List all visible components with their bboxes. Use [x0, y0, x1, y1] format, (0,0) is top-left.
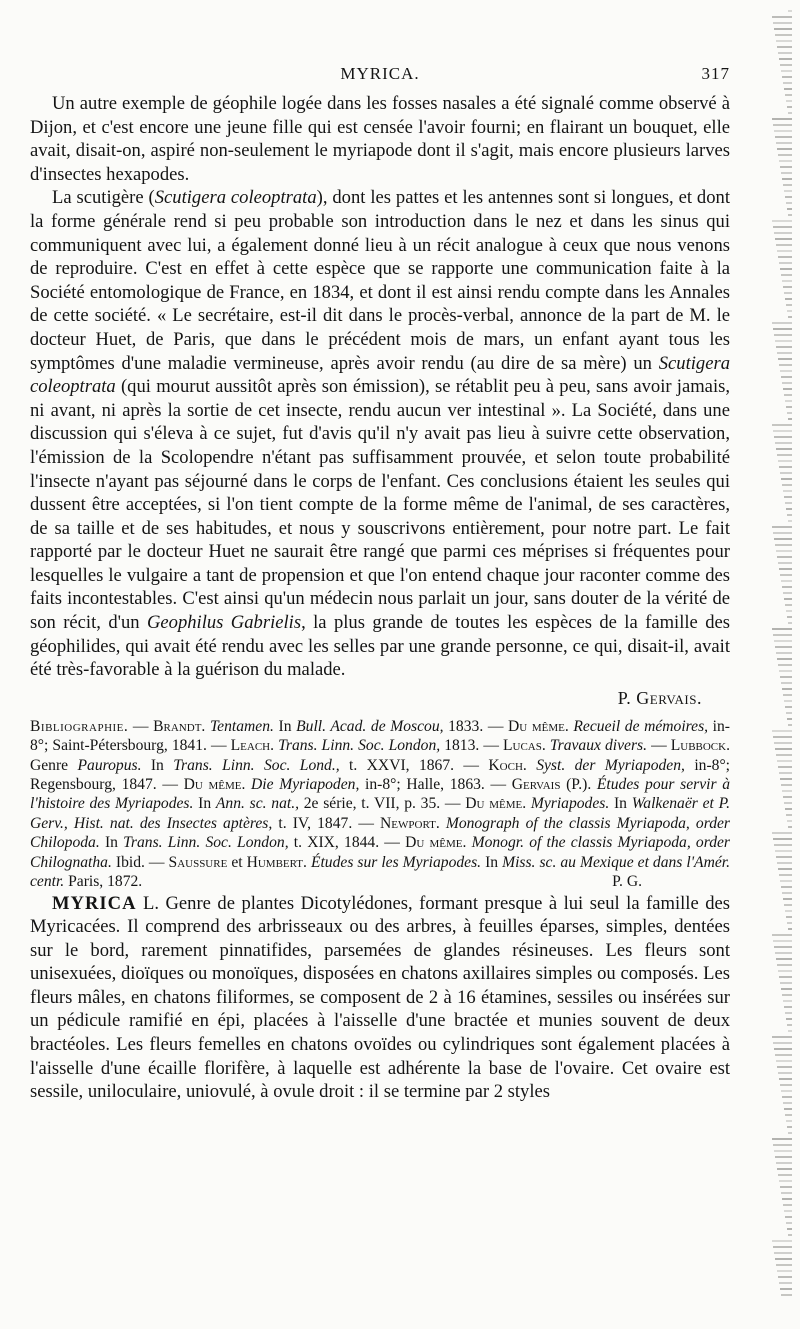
scan-edge-mark — [779, 568, 792, 570]
scan-edge-mark — [780, 166, 792, 168]
scan-edge-mark — [778, 970, 792, 972]
entry-headword-authority: L. — [136, 892, 159, 914]
scan-edge-mark — [776, 958, 792, 960]
citation-text: 2e série, t. VII, p. 35. — — [299, 795, 466, 813]
scan-edge-mark — [783, 286, 792, 288]
scan-edge-mark — [783, 490, 792, 492]
scan-edge-mark — [781, 478, 792, 480]
scan-edge-mark — [777, 556, 792, 558]
scan-edge-mark — [788, 112, 792, 114]
scan-edge-mark — [779, 466, 792, 468]
citation-author: Lubbock. — [670, 737, 730, 755]
scan-edge-mark — [776, 1162, 792, 1164]
scan-edge-mark — [786, 1222, 792, 1224]
scan-edge-mark — [777, 352, 792, 354]
citation-title: Syst. der Myriapoden, — [536, 756, 685, 774]
scan-edge-mark — [779, 1180, 792, 1182]
scan-edge-mark — [778, 664, 792, 666]
citation-text: et — [227, 853, 247, 871]
scan-edge-mark — [774, 334, 792, 336]
citation-title: Walkenaër et P. Gerv., Hist. nat. des Insectes aptères, — [30, 795, 730, 832]
scan-edge-mark — [786, 814, 792, 816]
scan-edge-mark — [785, 94, 792, 96]
author-signature: P. Gervais. — [617, 687, 702, 708]
scan-edge-mark — [776, 142, 792, 144]
citation-title: Recueil de mémoires, — [573, 717, 709, 735]
citation-text: In — [481, 853, 503, 871]
scan-edge-mark — [783, 82, 792, 84]
scan-edge-mark — [787, 208, 792, 210]
scan-edge-mark — [781, 580, 792, 582]
scan-edge-mark — [775, 646, 792, 648]
scan-edge-mark — [772, 628, 792, 630]
scan-edge-mark — [783, 1102, 792, 1104]
running-head-title: MYRICA. — [340, 64, 420, 83]
scan-edge-mark — [787, 514, 792, 516]
scan-edge-mark — [780, 1084, 792, 1086]
scan-edge-mark — [788, 418, 792, 420]
scan-edge-mark — [776, 448, 792, 450]
scan-edge-mark — [788, 724, 792, 726]
scan-edge-mark — [788, 316, 792, 318]
scan-edge-mark — [778, 154, 792, 156]
scan-edge-mark — [779, 262, 792, 264]
citation-text: (P.). — [560, 776, 597, 794]
scan-edge-mark — [781, 682, 792, 684]
scan-edge-mark — [776, 1060, 792, 1062]
scan-edge-mark — [772, 1138, 792, 1140]
scan-edge-mark — [774, 28, 792, 30]
scan-edge-mark — [785, 604, 792, 606]
scan-edge-mark — [778, 1072, 792, 1074]
scan-edge-mark — [774, 1252, 792, 1254]
citation-author: Lucas. — [502, 737, 546, 755]
scan-edge-mark — [773, 1246, 792, 1248]
scan-edge-mark — [774, 1048, 792, 1050]
scan-edge-mark — [785, 502, 792, 504]
citation-text: — — [647, 737, 671, 755]
citation-text: in-8°; Halle, 1863. — — [359, 776, 512, 794]
scan-edge-mark — [778, 1174, 792, 1176]
scan-edge-mark — [784, 1108, 792, 1110]
scan-edge-mark — [783, 898, 792, 900]
scan-edge-mark — [786, 610, 792, 612]
scan-edge-mark — [787, 922, 792, 924]
scan-edge-mark — [785, 196, 792, 198]
scan-edge-mark — [782, 280, 792, 282]
scan-edge-mark — [779, 1078, 792, 1080]
scan-edge-mark — [773, 736, 792, 738]
entry-myrica — [30, 892, 730, 1104]
scan-edge-mark — [783, 1204, 792, 1206]
scan-edge-mark — [773, 124, 792, 126]
scan-edge-mark — [782, 1198, 792, 1200]
scan-edge-mark — [773, 1042, 792, 1044]
scan-edge-mark — [777, 1270, 792, 1272]
scan-edge-mark — [774, 742, 792, 744]
bibliography-entries — [30, 718, 730, 890]
page — [30, 64, 730, 1104]
scan-edge-mark — [778, 1276, 792, 1278]
scan-edge-mark — [780, 268, 792, 270]
scan-edge-mark — [778, 868, 792, 870]
citation-title: Miss. sc. au Mexique et dans l'Amér. centr. — [30, 853, 730, 891]
scan-edge-mark — [787, 1024, 792, 1026]
scan-edge-mark — [772, 934, 792, 936]
scan-edge-mark — [777, 1066, 792, 1068]
scan-edge-mark — [776, 856, 792, 858]
scan-edge-mark — [782, 892, 792, 894]
scan-edge-mark — [781, 1192, 792, 1194]
scan-edge-mark — [786, 406, 792, 408]
citation-text: In — [193, 795, 216, 813]
citation-title: Ann. sc. nat., — [215, 795, 299, 813]
citation-title: Bull. Acad. de Moscou, — [296, 717, 444, 735]
scan-edge-mark — [777, 862, 792, 864]
scan-edge-mark — [772, 118, 792, 120]
citation-text: t. IV, 1847. — — [272, 814, 381, 832]
scan-edge-mark — [785, 1012, 792, 1014]
scan-edge-mark — [775, 340, 792, 342]
scan-edge-mark — [775, 442, 792, 444]
scan-edge-mark — [775, 1258, 792, 1260]
entry-headword: MYRICA — [52, 892, 137, 914]
citation-text: In — [141, 756, 174, 774]
citation-text: 1833. — — [443, 717, 509, 735]
scan-edge-mark — [781, 1090, 792, 1092]
citation-author: Humbert. — [246, 853, 307, 871]
scan-edge-mark — [784, 1210, 792, 1212]
scan-edge-mark — [786, 304, 792, 306]
scan-edge-mark — [786, 1120, 792, 1122]
scan-edge-mark — [775, 850, 792, 852]
scan-edge-mark — [779, 160, 792, 162]
scan-edge-mark — [786, 712, 792, 714]
scan-edge-mark — [773, 838, 792, 840]
scan-edge-mark — [780, 472, 792, 474]
scan-edge-mark — [784, 292, 792, 294]
scan-edge-mark — [777, 148, 792, 150]
scan-edge-mark — [788, 622, 792, 624]
scan-edge-mark — [774, 1150, 792, 1152]
scan-edge-mark — [776, 550, 792, 552]
scan-edge-mark — [777, 658, 792, 660]
scan-edge-mark — [779, 670, 792, 672]
scan-edge-mark — [773, 226, 792, 228]
scan-edge-mark — [788, 1132, 792, 1134]
scan-edge-mark — [774, 844, 792, 846]
scan-edge-mark — [781, 376, 792, 378]
scan-edge-mark — [786, 100, 792, 102]
scan-edge-mark — [775, 1156, 792, 1158]
scan-edge-mark — [773, 940, 792, 942]
page-number: 317 — [701, 64, 730, 83]
scan-edge-mark — [788, 214, 792, 216]
scan-edge-mark — [787, 310, 792, 312]
scan-edge-mark — [773, 1144, 792, 1146]
citation-text: t. XXVI, 1867. — — [339, 756, 489, 774]
citation-author: Leach. — [230, 737, 274, 755]
scan-edge-mark — [780, 370, 792, 372]
scan-edge-mark — [788, 826, 792, 828]
scan-edge-mark — [780, 982, 792, 984]
citation-text: — — [128, 717, 154, 735]
citation-text: in-8°; Saint-Pétersbourg, 1841. — — [30, 717, 730, 755]
scan-edge-mark — [787, 412, 792, 414]
scan-edge-mark — [783, 1000, 792, 1002]
entry-text: Genre de plantes Dicotylédones, formant presque à lui seul la famille des Myricacées. Il comprend des arbrisseaux ou des arbres, à feuilles éparses, simples, dentées sur le bord, rarement pinnatifides, parsemées de glandes résineuses. Les fleurs sont unisexuées, dioïques ou monoïques, disposées en chatons axillaires simples ou composés. Les fleurs mâles, en chatons filiformes, se composent de 2 à 16 étamines, sessiles ou insérées sur un pédicule ramifié en épi, placées à l'aisselle d'une bractée et munies souvent de deux bractéoles. Les fleurs femelles en chatons ovoïdes ou cylindriques sont également placées à l'aisselle d'une écaille florifère, à laquelle est adhérente la base de l'ovaire. Cet ovaire est sessile, uniloculaire, uniovulé, à ovule droit : il se termine par 2 styles — [30, 892, 730, 1103]
scan-edge-mark — [776, 244, 792, 246]
scan-edge-marks — [766, 10, 792, 1310]
citation-title: Trans. Linn. Soc. London, — [123, 834, 289, 852]
scan-edge-mark — [784, 190, 792, 192]
scan-edge-mark — [781, 172, 792, 174]
scan-edge-mark — [787, 616, 792, 618]
citation-author: Brandt. — [153, 717, 206, 735]
running-head — [30, 64, 730, 92]
scan-edge-mark — [775, 544, 792, 546]
citation-text — [527, 757, 536, 774]
scan-edge-mark — [776, 346, 792, 348]
scan-edge-mark — [773, 328, 792, 330]
species-name: Scutigera coleoptrata — [30, 352, 730, 398]
scan-edge-mark — [782, 178, 792, 180]
scan-edge-mark — [778, 766, 792, 768]
scan-edge-mark — [778, 52, 792, 54]
scan-edge-mark — [780, 64, 792, 66]
scan-edge-mark — [779, 58, 792, 60]
scan-edge-mark — [775, 748, 792, 750]
scan-edge-mark — [781, 784, 792, 786]
scan-edge-mark — [775, 952, 792, 954]
scan-edge-mark — [784, 496, 792, 498]
scan-edge-mark — [779, 772, 792, 774]
scan-edge-mark — [776, 1264, 792, 1266]
scan-edge-mark — [777, 250, 792, 252]
scan-edge-mark — [784, 904, 792, 906]
scan-edge-mark — [779, 1282, 792, 1284]
scan-edge-mark — [786, 202, 792, 204]
scan-edge-mark — [786, 508, 792, 510]
scan-edge-mark — [775, 136, 792, 138]
scan-edge-mark — [783, 388, 792, 390]
scan-edge-mark — [786, 916, 792, 918]
citation-author: Du même. — [508, 717, 569, 735]
citation-title: Monogr. of the classis Myriapoda, order Chilognatha. — [30, 834, 730, 871]
scan-edge-mark — [777, 46, 792, 48]
citation-title: Tentamen. — [209, 717, 274, 735]
citation-title: Trans. Linn. Soc. Lond., — [173, 756, 340, 774]
scan-edge-mark — [775, 34, 792, 36]
scan-edge-mark — [788, 1234, 792, 1236]
citation-text: t. XIX, 1844. — — [288, 834, 406, 852]
scan-edge-mark — [788, 520, 792, 522]
citation-text: Genre — [30, 756, 78, 774]
scan-edge-mark — [782, 382, 792, 384]
scan-edge-mark — [782, 1096, 792, 1098]
scan-edge-mark — [774, 538, 792, 540]
scan-edge-mark — [782, 484, 792, 486]
scan-edge-mark — [777, 454, 792, 456]
species-name: Geophilus Gabrielis — [146, 612, 302, 634]
scan-edge-mark — [773, 634, 792, 636]
scan-edge-mark — [774, 130, 792, 132]
citation-author: Koch. — [488, 756, 527, 774]
citation-author: Du même. — [465, 795, 527, 813]
bibliography — [30, 717, 730, 892]
scan-edge-mark — [775, 1054, 792, 1056]
scan-edge-mark — [780, 778, 792, 780]
citation-text: in-8°; Regensbourg, 1847. — — [30, 756, 731, 794]
scan-edge-mark — [788, 1030, 792, 1032]
bibliography-initials: P. G. — [612, 873, 642, 891]
citation-text: 1813. — — [440, 737, 503, 755]
scan-edge-mark — [784, 802, 792, 804]
paragraph-geophile-dijon: Un autre exemple de géophile logée dans les fosses nasales a été signalé comme observé à Dijon, et c'est encore une jeune fille qui est censée l'avoir fourni; en flairant un bouquet, elle avait, disait-on, aspiré non-seulement le myriapode dont il s'agit, mais encore plusieurs larves d'insectes hexapodes. — [30, 93, 730, 185]
scan-edge-mark — [779, 874, 792, 876]
scan-edge-mark — [776, 652, 792, 654]
scan-edge-mark — [784, 1006, 792, 1008]
scan-edge-mark — [784, 394, 792, 396]
scan-edge-mark — [788, 928, 792, 930]
scan-edge-mark — [788, 10, 792, 12]
scan-edge-mark — [781, 988, 792, 990]
scan-edge-mark — [777, 964, 792, 966]
scan-edge-mark — [772, 1240, 792, 1242]
scan-edge-mark — [786, 1018, 792, 1020]
citation-title: Études sur les Myriapodes. — [310, 853, 482, 871]
scan-edge-mark — [774, 436, 792, 438]
scan-edge-mark — [781, 70, 792, 72]
species-name: Scutigera coleoptrata — [154, 187, 317, 209]
citation-author: Newport. — [380, 814, 440, 832]
scan-edge-mark — [772, 1036, 792, 1038]
scan-edge-mark — [778, 256, 792, 258]
scan-edge-mark — [787, 820, 792, 822]
citation-title: Trans. Linn. Soc. London, — [278, 737, 441, 755]
scan-edge-mark — [772, 526, 792, 528]
scan-edge-mark — [781, 274, 792, 276]
scan-edge-mark — [785, 706, 792, 708]
scan-edge-mark — [778, 562, 792, 564]
paragraph-scutigera: La scutigère (Scutigera coleoptrata), dont les pattes et les antennes sont si longues, et dont la forme générale rend si peu probable son introduction dans le nez et dans les sinus qui communiquent avec lui, a également donné lieu à un récit analogue à ceux que nous venons de reproduire. C'est en effet à cette espèce que se rapporte une communication faite à la Société entomologique de France, en 1834, et dont il est ainsi rendu compte dans les Annales de cette société. « Le secrétaire, est-il dit dans le procès-verbal, annonce de la part de M. le docteur Huet, de Paris, que dans le précédent mois de mars, un enfant ayant tous les symptômes d'une maladie vermineuse, après avoir rendu (au dire de sa mère) un Scutigera coleoptrata (qui mourut aussitôt après son émission), se rétablit peu à peu, sans avoir jamais, ni avant, ni après la sortie de cet insecte, rendu aucun ver intestinal ». La Société, dans une discussion qui s'éleva à ce sujet, fut d'avis qu'il n'y avait pas lieu à suivre cette observation, l'émission de la Scolopendre n'étant pas suffisamment prouvée, et selon toute probabilité l'insecte n'ayant pas séjourné dans le corps de l'enfant. Ces conclusions étaient les seules qui dussent être acceptées, si l'on tient compte de la forme même de l'animal, de ses caractères, de sa taille et de ses habitudes, et nous y souscrivons entièrement, pour notre part. Le fait rapporté par le docteur Huet ne saurait être rangé que parmi ces méprises si fréquentes pour lesquelles le vulgaire a tant de propension et que l'on entend chaque jour raconter comme des faits incontestables. C'est ainsi qu'un médecin nous parlait un jour, sans douter de la vérité de son récit, d'un Geophilus Gabrielis, la plus grande de toutes les espèces de la famille des géophilides, qui avait été rendu avec les selles par une grande personne, ce qui, disait-il, avait été très-favorable à la guérison du malade. — [30, 187, 730, 681]
scan-edge-mark — [772, 16, 792, 18]
scan-edge-mark — [777, 760, 792, 762]
scan-edge-mark — [778, 358, 792, 360]
citation-title: Monograph of the classis Myriapoda, order Chilopoda. — [30, 814, 731, 852]
scan-edge-mark — [780, 676, 792, 678]
scan-edge-mark — [780, 880, 792, 882]
citation-text: Paris, 1872. — [64, 873, 143, 891]
scan-edge-mark — [774, 640, 792, 642]
scan-edge-mark — [785, 1216, 792, 1218]
citation-title: Travaux divers. — [549, 737, 648, 755]
scan-edge-mark — [779, 976, 792, 978]
scan-edge-mark — [772, 220, 792, 222]
scan-edge-mark — [780, 1288, 792, 1290]
scan-edge-mark — [774, 946, 792, 948]
scan-edge-mark — [783, 592, 792, 594]
scan-edge-mark — [782, 586, 792, 588]
scan-edge-mark — [785, 1114, 792, 1116]
citation-author: Du même. — [405, 834, 467, 852]
scan-edge-mark — [780, 574, 792, 576]
scan-edge-mark — [785, 298, 792, 300]
scan-edge-mark — [776, 754, 792, 756]
scan-edge-mark — [775, 238, 792, 240]
citation-title: Myriapodes. — [530, 795, 610, 813]
scan-edge-mark — [783, 796, 792, 798]
scan-edge-mark — [782, 76, 792, 78]
scan-edge-mark — [773, 430, 792, 432]
scan-edge-mark — [772, 730, 792, 732]
scan-edge-mark — [787, 1126, 792, 1128]
citation-text: Ibid. — — [111, 853, 169, 871]
scan-edge-mark — [779, 364, 792, 366]
scan-edge-mark — [782, 790, 792, 792]
citation-author: Du même. — [183, 776, 246, 794]
scan-edge-mark — [772, 832, 792, 834]
citation-author: Gervais — [511, 776, 561, 794]
scan-edge-mark — [781, 1294, 792, 1296]
scan-edge-mark — [774, 232, 792, 234]
bibliography-label: Bibliographie. — [30, 717, 129, 735]
citation-text: In — [99, 834, 124, 852]
scan-edge-mark — [785, 400, 792, 402]
scan-edge-mark — [773, 22, 792, 24]
scan-edge-mark — [785, 808, 792, 810]
scan-edge-mark — [778, 460, 792, 462]
scan-edge-mark — [777, 1168, 792, 1170]
citation-title: Die Myriapoden, — [251, 776, 360, 794]
scan-edge-mark — [784, 598, 792, 600]
scan-edge-mark — [783, 694, 792, 696]
scan-edge-mark — [776, 40, 792, 42]
scan-edge-mark — [782, 994, 792, 996]
scan-edge-mark — [785, 910, 792, 912]
scan-edge-mark — [782, 688, 792, 690]
scan-edge-mark — [787, 1228, 792, 1230]
citation-text: In — [273, 717, 297, 735]
scan-edge-mark — [772, 424, 792, 426]
scan-edge-mark — [783, 184, 792, 186]
scan-edge-mark — [784, 88, 792, 90]
scan-edge-mark — [780, 1186, 792, 1188]
scan-edge-mark — [773, 532, 792, 534]
scan-edge-mark — [772, 322, 792, 324]
citation-title: Études pour servir à l'histoire des Myriapodes. — [30, 776, 730, 813]
citation-author: Saussure — [168, 853, 228, 871]
citation-title: Pauropus. — [77, 756, 142, 774]
scan-edge-mark — [787, 718, 792, 720]
scan-edge-mark — [787, 106, 792, 108]
scan-edge-mark — [781, 886, 792, 888]
scan-edge-mark — [784, 700, 792, 702]
citation-text: In — [609, 795, 632, 813]
